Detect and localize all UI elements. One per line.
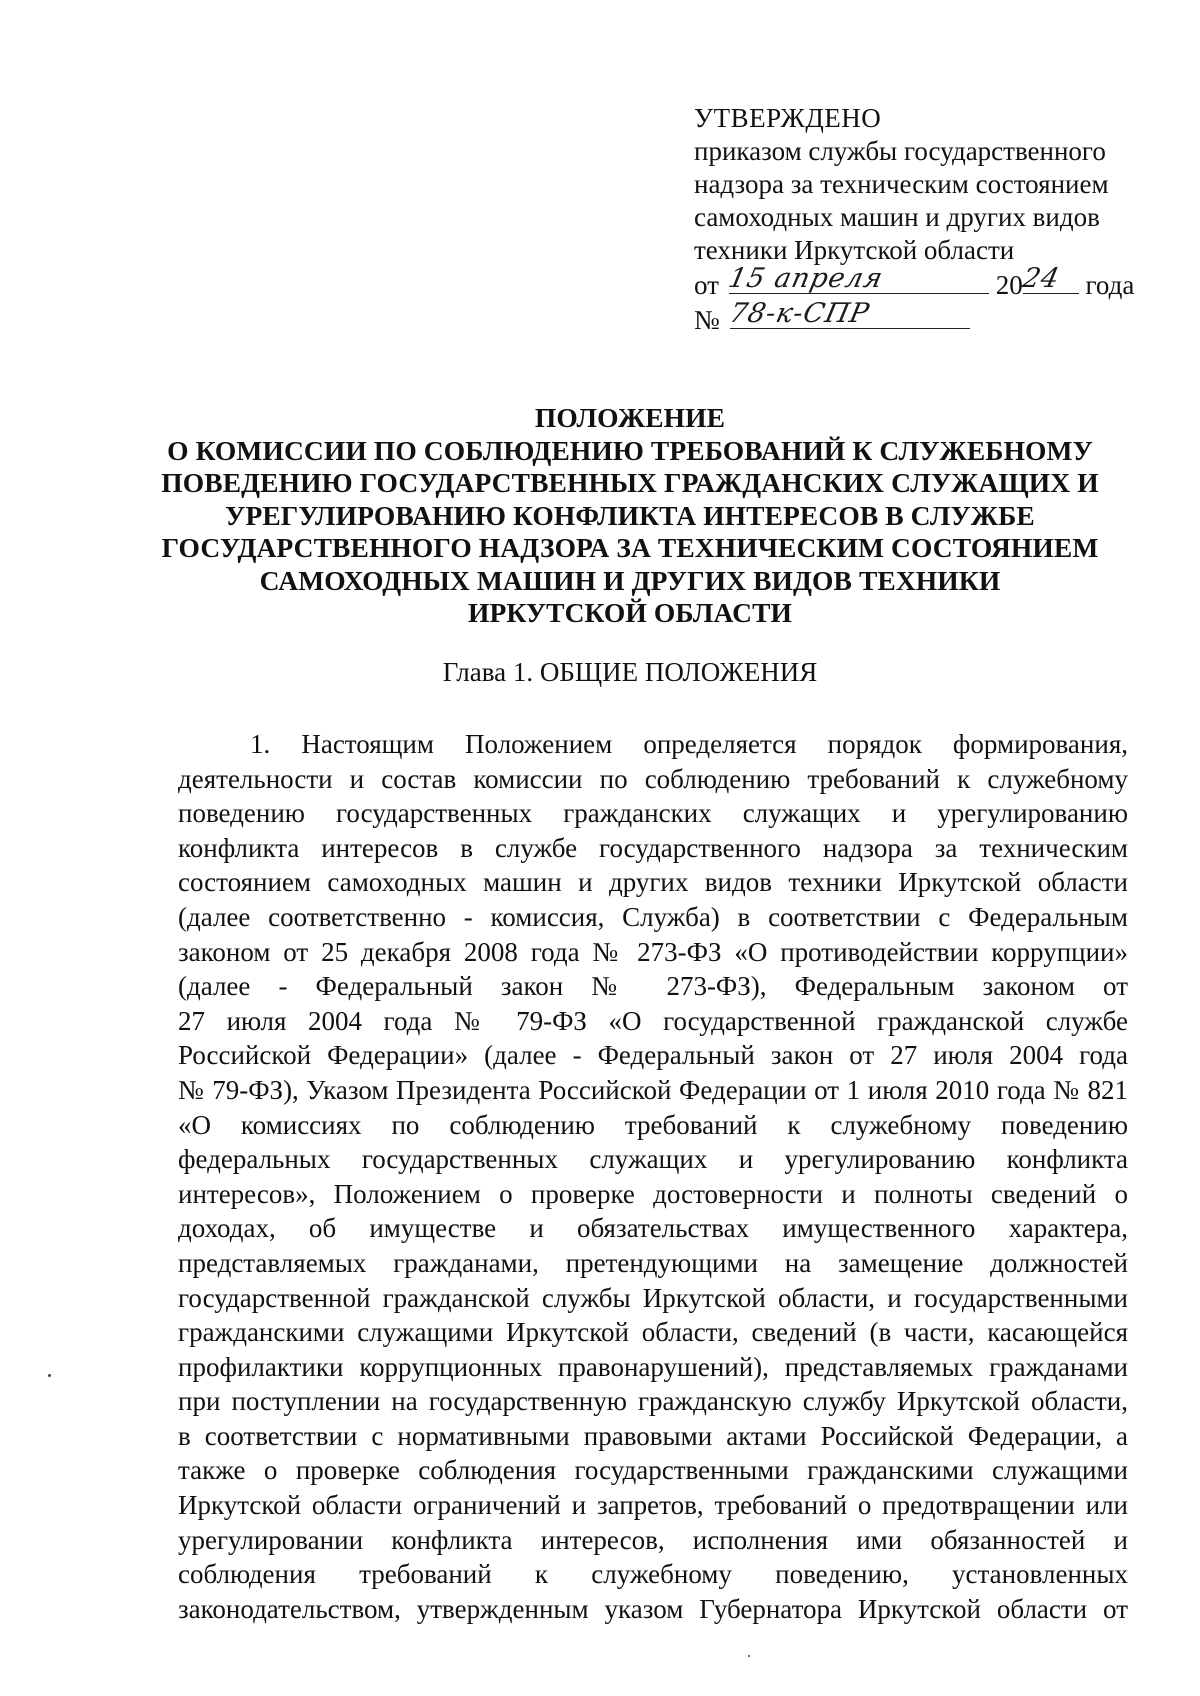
body-line: урегулировании конфликта интересов, исполнения ими обязанностей и bbox=[178, 1524, 1128, 1555]
title-line: ПОВЕДЕНИЮ ГОСУДАРСТВЕННЫХ ГРАЖДАНСКИХ СЛУЖАЩИХ И bbox=[161, 467, 1099, 498]
approval-line: самоходных машин и других видов bbox=[694, 202, 1100, 232]
body-line: конфликта интересов в службе государственного надзора за техническим bbox=[178, 832, 1128, 863]
body-line: состоянием самоходных машин и других видов техники Иркутской области bbox=[178, 867, 1128, 898]
body-line: в соответствии с нормативными правовыми актами Российской Федерации, а bbox=[178, 1420, 1128, 1451]
body-line: (далее соответственно - комиссия, Служба) в соответствии с Федеральным bbox=[178, 901, 1128, 932]
body-line: 1. Настоящим Положением определяется порядок формирования, bbox=[250, 729, 1128, 759]
title-line: ГОСУДАРСТВЕННОГО НАДЗОРА ЗА ТЕХНИЧЕСКИМ СОСТОЯНИЕМ bbox=[161, 532, 1099, 563]
year-fill-field bbox=[1019, 263, 1079, 294]
approval-line: приказом службы государственного bbox=[694, 136, 1106, 166]
body-line: 27 июля 2004 года № 79-ФЗ «О государственной гражданской службе bbox=[178, 1005, 1128, 1036]
year-suffix: года bbox=[1085, 270, 1135, 300]
body-line: № 79-ФЗ), Указом Президента Российской Федерации от 1 июля 2010 года № 821 bbox=[178, 1074, 1128, 1105]
body-line: (далее - Федеральный закон № 273-ФЗ), Федеральным законом от bbox=[178, 971, 1128, 1002]
chapter-heading: Глава 1. ОБЩИЕ ПОЛОЖЕНИЯ bbox=[442, 657, 818, 687]
body-line: «О комиссиях по соблюдению требований к служебному поведению bbox=[178, 1109, 1128, 1140]
body-line: профилактики коррупционных правонарушений), представляемых гражданами bbox=[178, 1351, 1128, 1382]
approval-number-line bbox=[694, 298, 1134, 337]
approval-line: техники Иркутской области bbox=[694, 235, 1015, 265]
body-paragraph bbox=[178, 727, 1128, 1626]
handwritten-number: 78-к-СПР bbox=[726, 298, 873, 329]
date-prefix: от bbox=[694, 270, 719, 300]
body-line: поведению государственных гражданских служащих и урегулированию bbox=[178, 798, 1128, 829]
body-line: также о проверке соблюдения государственными гражданскими служащими bbox=[178, 1455, 1128, 1486]
handwritten-year: 24 bbox=[1019, 263, 1063, 294]
body-line: при поступлении на государственную гражданскую службу Иркутской области, bbox=[178, 1386, 1128, 1417]
body-line: интересов», Положением о проверке достоверности и полноты сведений о bbox=[178, 1178, 1128, 1209]
title-line: ИРКУТСКОЙ ОБЛАСТИ bbox=[467, 597, 793, 628]
body-line: деятельности и состав комиссии по соблюдению требований к служебному bbox=[178, 763, 1128, 794]
title-line: ПОЛОЖЕНИЕ bbox=[534, 402, 726, 433]
body-line: законом от 25 декабря 2008 года № 273-ФЗ «О противодействии коррупции» bbox=[178, 936, 1128, 967]
approval-title: УТВЕРЖДЕНО bbox=[694, 103, 882, 133]
number-prefix: № bbox=[694, 305, 720, 335]
title-line: САМОХОДНЫХ МАШИН И ДРУГИХ ВИДОВ ТЕХНИКИ bbox=[259, 564, 1001, 596]
body-line: гражданскими служащими Иркутской области, сведений (в части, касающейся bbox=[178, 1317, 1128, 1348]
handwritten-date: 15 апреля bbox=[725, 263, 887, 294]
approval-line: надзора за техническим состоянием bbox=[694, 169, 1109, 199]
approval-block bbox=[694, 102, 1134, 337]
body-line: государственной гражданской службы Иркутской области, и государственными bbox=[178, 1282, 1128, 1313]
scan-speck bbox=[48, 1374, 51, 1377]
body-line: представляемых гражданами, претендующими на замещение должностей bbox=[178, 1247, 1128, 1278]
date-fill-field bbox=[725, 263, 989, 294]
scan-speck bbox=[748, 1655, 750, 1657]
title-line: УРЕГУЛИРОВАНИЮ КОНФЛИКТА ИНТЕРЕСОВ В СЛУЖБЕ bbox=[225, 499, 1035, 531]
body-line: федеральных государственных служащих и урегулированию конфликта bbox=[178, 1144, 1128, 1175]
body-line: Российской Федерации» (далее - Федеральный закон от 27 июля 2004 года bbox=[178, 1040, 1128, 1071]
body-line: соблюдения требований к служебному поведению, установленных bbox=[178, 1559, 1128, 1590]
document-title bbox=[150, 402, 1110, 630]
body-line: законодательством, утвержденным указом Губернатора Иркутской области от bbox=[178, 1593, 1128, 1624]
body-line: Иркутской области ограничений и запретов, требований о предотвращении или bbox=[178, 1490, 1128, 1521]
year-prefix: 20 bbox=[995, 270, 1023, 300]
body-line: доходах, об имуществе и обязательствах имущественного характера, bbox=[178, 1213, 1128, 1244]
title-line: О КОМИССИИ ПО СОБЛЮДЕНИЮ ТРЕБОВАНИЙ К СЛУЖЕБНОМУ bbox=[167, 434, 1093, 466]
number-fill-field bbox=[726, 298, 970, 329]
